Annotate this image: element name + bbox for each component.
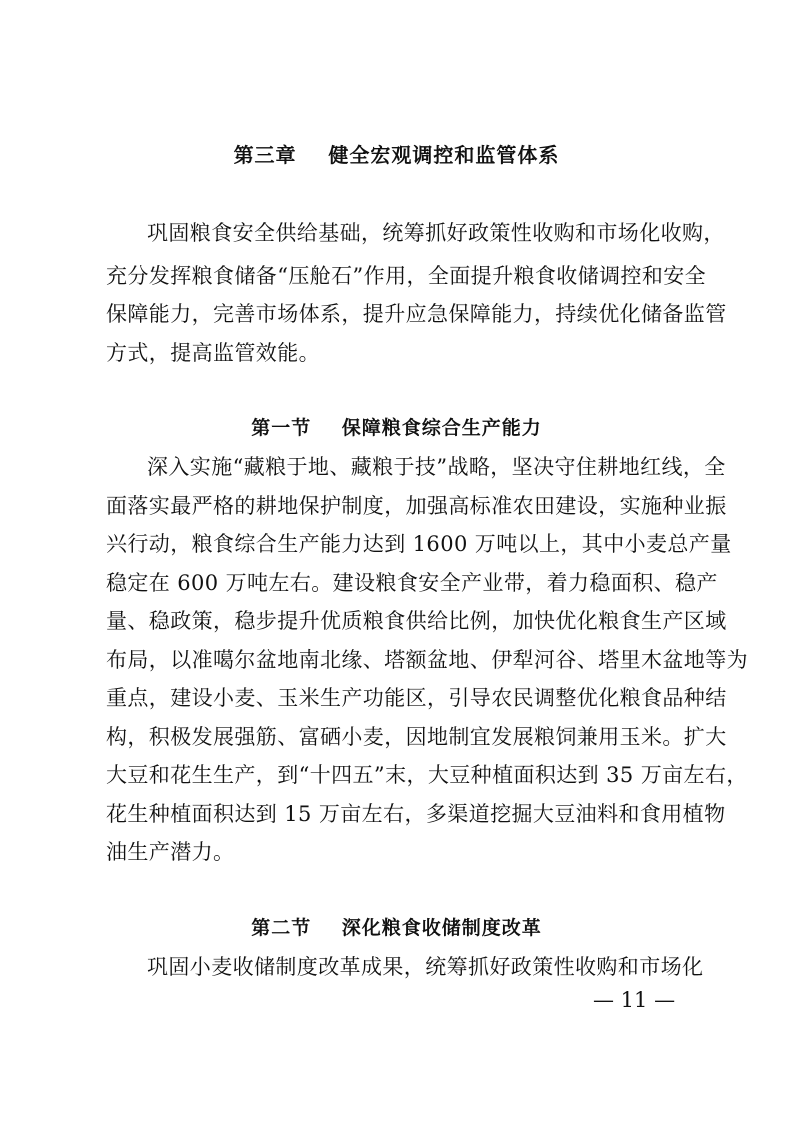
section-paragraph-line: 构，积极发展强筋、富硒小麦，因地制宜发展粮饲兼用玉米。扩大 [106, 725, 727, 749]
chapter-intro-line: 方式，提高监管效能。 [106, 341, 320, 365]
section-paragraph-line: 重点，建设小麦、玉米生产功能区，引导农民调整优化粮食品种结 [106, 686, 727, 710]
section-paragraph-line: 稳定在 600 万吨左右。建设粮食安全产业带，着力稳面积、稳产 [106, 571, 718, 595]
section-paragraph-line: 面落实最严格的耕地保护制度，加强高标准农田建设，实施种业振 [106, 494, 727, 518]
section-paragraph-line: 量、稳政策，稳步提升优质粮食供给比例，加快优化粮食生产区域 [106, 609, 727, 633]
page-number: — 11 — [593, 988, 676, 1012]
chapter-intro-line: 巩固粮食安全供给基础，统筹抓好政策性收购和市场化收购， [147, 221, 725, 245]
chapter-intro-line: 充分发挥粮食储备“压舱石”作用，全面提升粮食收储调控和安全 [106, 264, 707, 288]
section-title: 第二节 深化粮食收储制度改革 [251, 917, 542, 939]
section-paragraph-line: 兴行动，粮食综合生产能力达到 1600 万吨以上，其中小麦总产量 [106, 532, 732, 556]
section-paragraph-line: 布局，以准噶尔盆地南北缘、塔额盆地、伊犁河谷、塔里木盆地等为 [106, 648, 748, 672]
section-title: 第一节 保障粮食综合生产能力 [251, 417, 542, 439]
chapter-title: 第三章 健全宏观调控和监管体系 [233, 143, 560, 167]
section-paragraph-line: 大豆和花生生产，到“十四五”末，大豆种植面积达到 35 万亩左右， [106, 763, 748, 787]
section-paragraph-line: 巩固小麦收储制度改革成果，统筹抓好政策性收购和市场化 [147, 955, 704, 979]
section-paragraph-line: 深入实施“藏粮于地、藏粮于技”战略，坚决守住耕地红线，全 [147, 455, 726, 479]
chapter-intro-line: 保障能力，完善市场体系，提升应急保障能力，持续优化储备监管 [106, 302, 727, 326]
section-paragraph-line: 油生产潜力。 [106, 840, 235, 864]
section-paragraph-line: 花生种植面积达到 15 万亩左右，多渠道挖掘大豆油料和食用植物 [106, 802, 726, 826]
